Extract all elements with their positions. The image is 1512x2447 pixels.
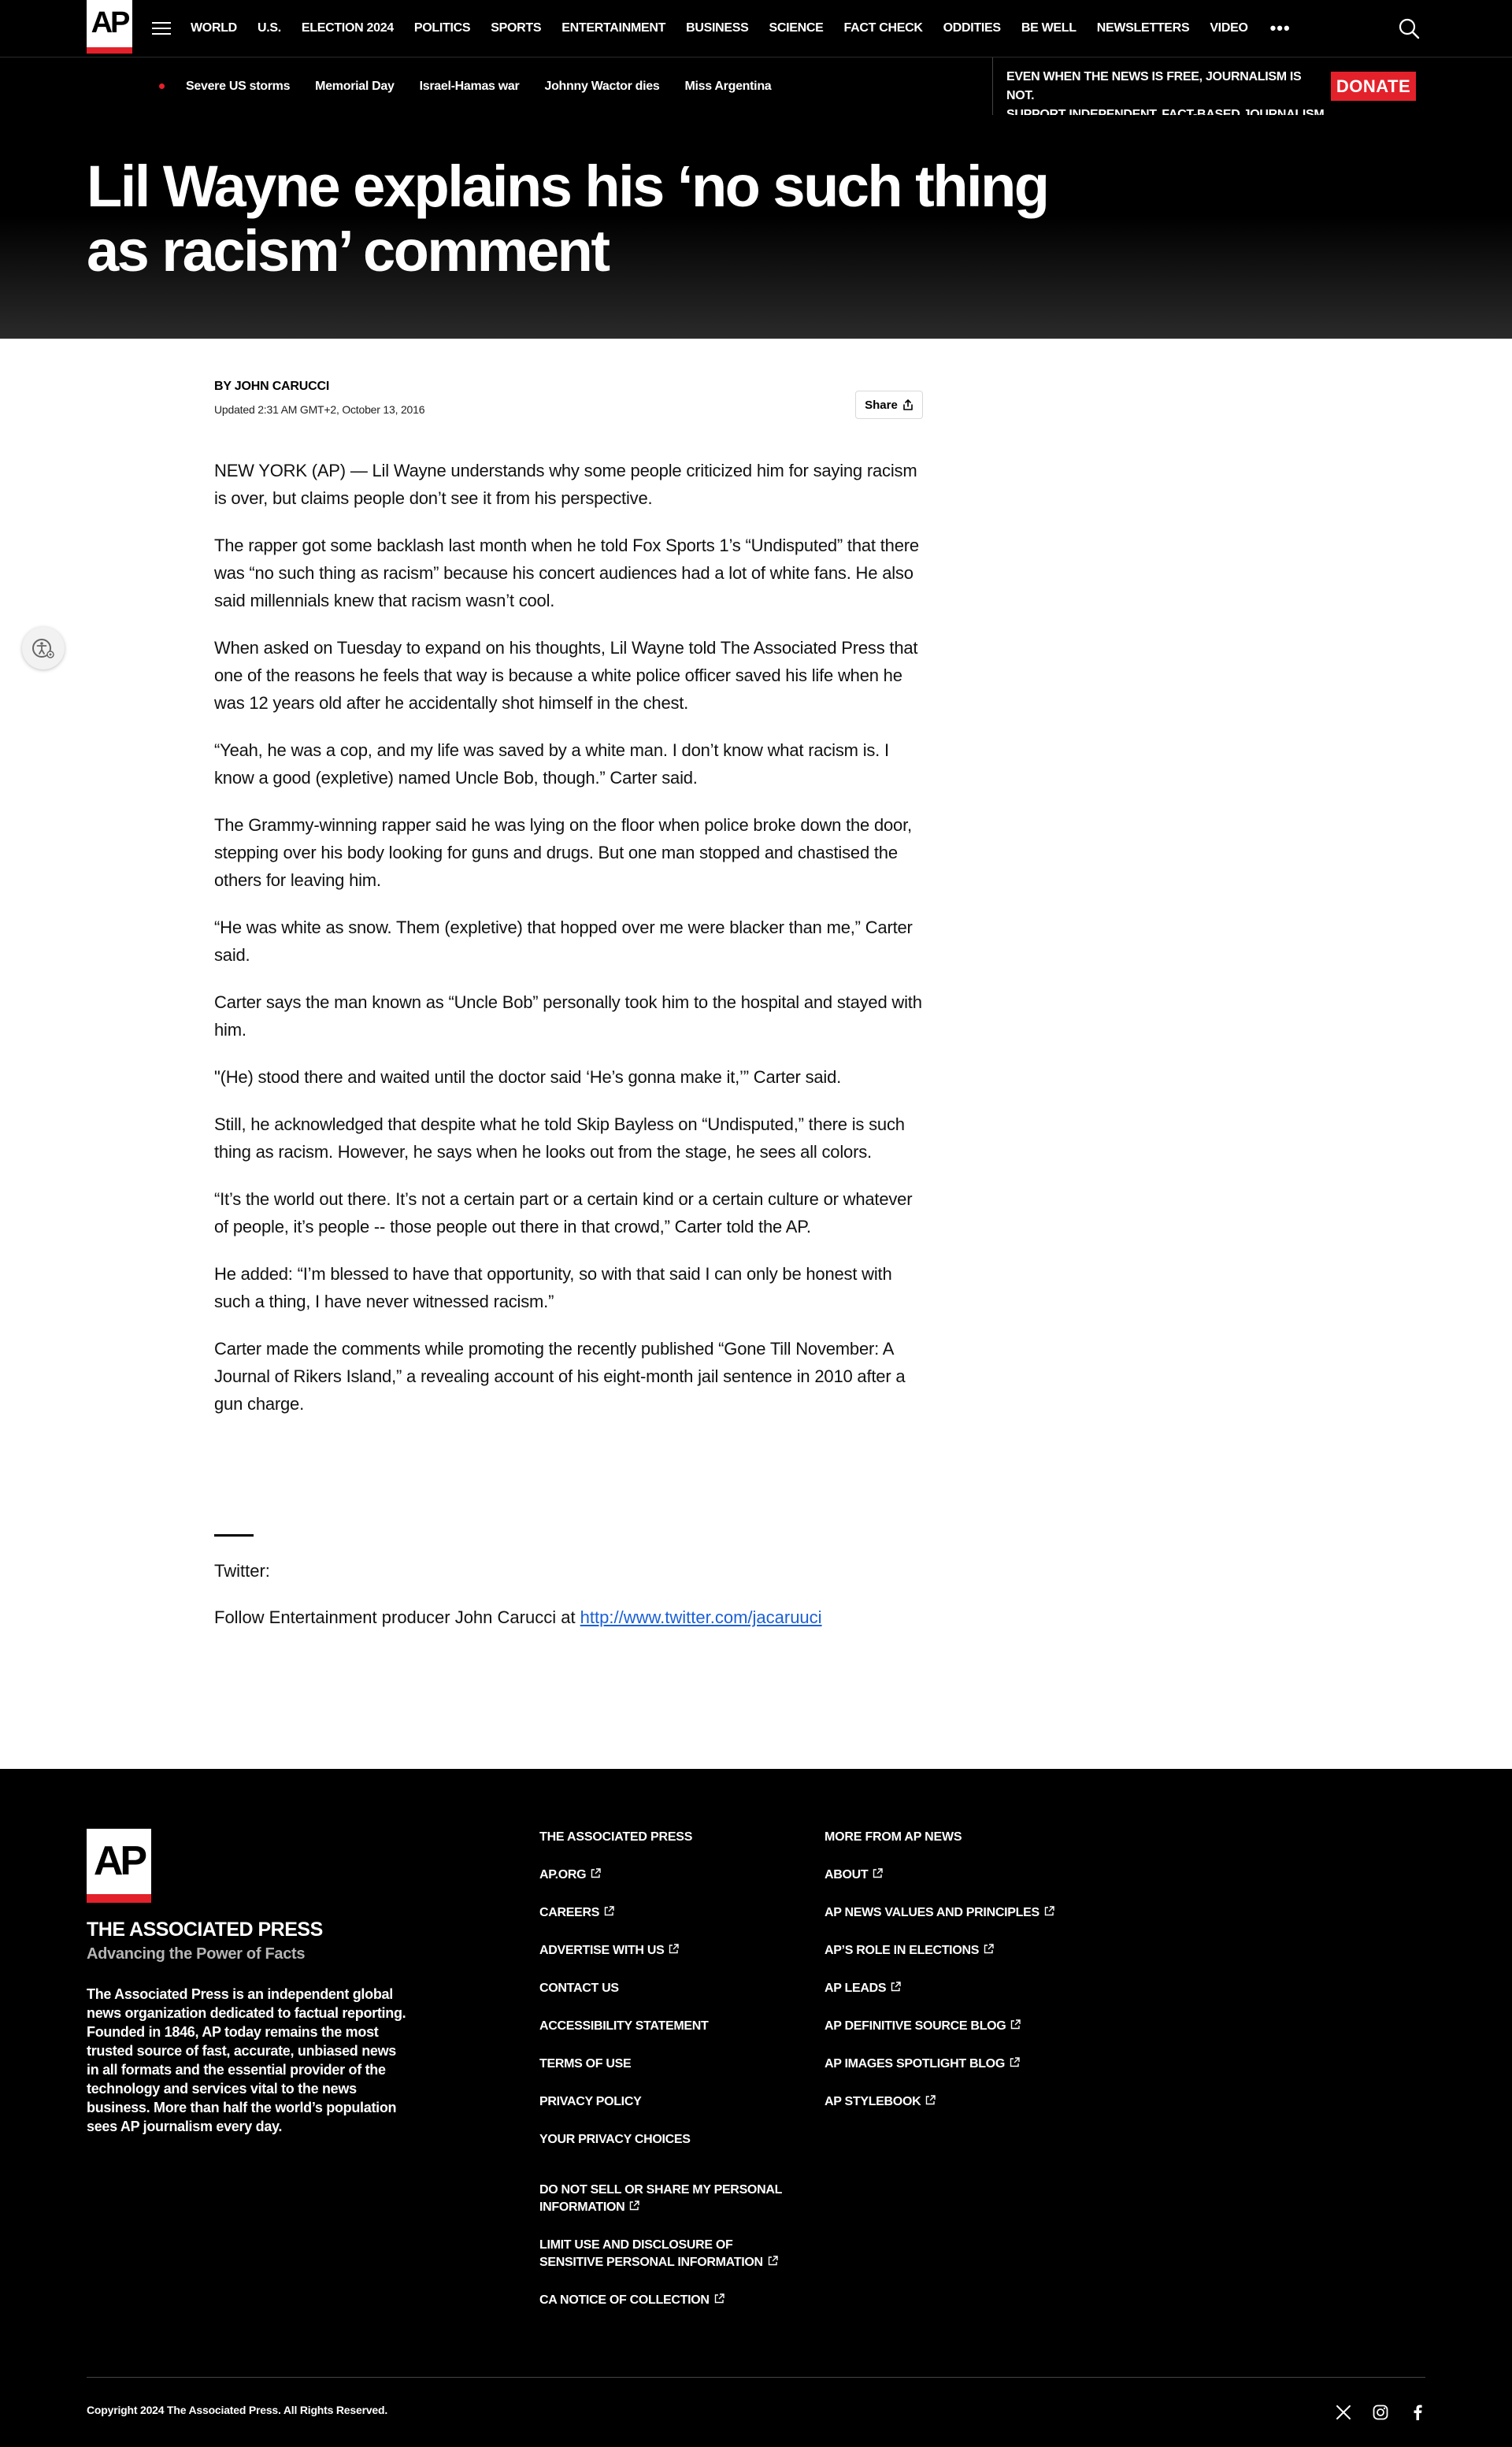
footer-link-advertise[interactable]: ADVERTISE WITH US (539, 1942, 799, 1959)
external-link-icon (1010, 2057, 1020, 2067)
article-paragraph: “Yeah, he was a cop, and my life was saved by a white man. I don’t know what racism is. I know a good (expletive) named Uncle Bob, though.” Carter said. (214, 740, 889, 788)
article-paragraph: Carter made the comments while promoting the recently published “Gone Till November: A Journal of Rikers Island,” a revealing account of his eight-month jail sentence in 2010 after a gun charge. (214, 1339, 906, 1414)
footer-link-ap-org[interactable]: AP.ORG (539, 1867, 799, 1884)
nav-link-fact-check[interactable]: FACT CHECK (843, 21, 923, 35)
page-title: Lil Wayne explains his ‘no such thing as racism’ comment (87, 154, 1048, 284)
share-label: Share (865, 398, 898, 412)
share-button[interactable] (855, 391, 923, 419)
nav-link-sports[interactable]: SPORTS (491, 21, 542, 35)
footer-link-limit-use[interactable]: LIMIT USE AND DISCLOSURE OF SENSITIVE PERSONAL INFORMATION (539, 2237, 799, 2271)
article-paragraph: He added: “I’m blessed to have that opportunity, so with that said I can only be honest with such a thing, I have never witnessed racism.” (214, 1264, 892, 1311)
site-footer (0, 1769, 1512, 2447)
byline-prefix: BY (214, 380, 232, 393)
footer-divider (87, 2377, 1425, 2378)
article-paragraph: “It’s the world out there. It’s not a certain part or a certain kind or a certain culture or whatever of people, it’s people -- those people out there in that crowd,” Carter told the AP. (214, 1189, 913, 1236)
nav-link-entertainment[interactable]: ENTERTAINMENT (561, 21, 666, 35)
twitter-profile-link[interactable]: http://www.twitter.com/jacaruuci (580, 1607, 822, 1627)
external-link-icon (984, 1944, 994, 1954)
nav-link-business[interactable]: BUSINESS (686, 21, 749, 35)
footer-link-careers[interactable]: CAREERS (539, 1904, 799, 1922)
footer-tagline: Advancing the Power of Facts (87, 1945, 306, 1963)
article-hero (0, 115, 1512, 339)
share-icon (902, 399, 914, 410)
footer-column-title: MORE FROM AP NEWS (825, 1830, 962, 1844)
trending-item[interactable]: Israel-Hamas war (419, 80, 520, 93)
footer-copyright: Copyright 2024 The Associated Press. All Rights Reserved. (87, 2404, 388, 2416)
footer-link-ca-notice[interactable]: CA NOTICE OF COLLECTION (539, 2292, 799, 2309)
nav-link-politics[interactable]: POLITICS (413, 21, 471, 35)
ap-logo[interactable] (87, 0, 132, 54)
nav-link-election-2024[interactable]: ELECTION 2024 (301, 21, 394, 35)
footer-link-stylebook[interactable]: AP STYLEBOOK (825, 2093, 1108, 2111)
trending-live-dot (159, 83, 165, 89)
facebook-icon[interactable] (1409, 2404, 1426, 2421)
footer-link-accessibility[interactable]: ACCESSIBILITY STATEMENT (539, 2019, 709, 2033)
footer-link-contact-us[interactable]: CONTACT US (539, 1982, 619, 1995)
external-link-icon (669, 1944, 679, 1954)
footer-link-terms[interactable]: TERMS OF USE (539, 2057, 632, 2071)
nav-link-newsletters[interactable]: NEWSLETTERS (1096, 21, 1190, 35)
footer-link-about[interactable]: ABOUT (825, 1867, 1108, 1884)
accessibility-icon (30, 635, 57, 662)
trending-bar (0, 57, 1512, 115)
trending-item[interactable]: Johnny Wactor dies (544, 80, 660, 93)
donate-divider (992, 57, 993, 116)
nav-link-oddities[interactable]: ODDITIES (943, 21, 1001, 35)
author-name[interactable]: JOHN CARUCCI (234, 380, 330, 393)
external-link-icon (629, 2200, 639, 2211)
footer-description: The Associated Press is an independent global news organization dedicated to factual reporting. Founded in 1846, AP today remains the most trusted source of fast, accurate, unbiased news in all formats and the essential provider of the technology and services vital to the news business. More than half the world’s population sees AP journalism every day. (87, 1986, 406, 2134)
instagram-icon[interactable] (1372, 2404, 1389, 2421)
footer-column-more (825, 1830, 1108, 2131)
article-paragraph: NEW YORK (AP) — Lil Wayne understands why some people criticized him for saying racism is over, but claims people don’t see it from his perspective. (214, 461, 917, 508)
updated-timestamp: Updated 2:31 AM GMT+2, October 13, 2016 (214, 403, 425, 416)
trending-item[interactable]: Miss Argentina (684, 80, 772, 93)
article-paragraph: "(He) stood there and waited until the doctor said ‘He’s gonna make it,’” Carter said. (214, 1067, 842, 1087)
footer-ap-logo[interactable] (87, 1829, 151, 1903)
twitter-label: Twitter: (214, 1561, 270, 1581)
ap-logo-text: AP (91, 6, 128, 39)
trending-item[interactable]: Severe US storms (186, 80, 291, 93)
follow-text: Follow Entertainment producer John Carucci at (214, 1607, 580, 1627)
footer-column-ap (539, 1830, 799, 2330)
external-link-icon (1044, 1906, 1054, 1916)
footer-link-ap-leads[interactable]: AP LEADS (825, 1980, 1108, 1997)
follow-line (214, 1604, 822, 1631)
x-icon[interactable] (1335, 2404, 1352, 2421)
external-link-icon (604, 1906, 614, 1916)
donate-message-line1: EVEN WHEN THE NEWS IS FREE, JOURNALISM IS NOT. (1006, 70, 1302, 102)
footer-column-title: THE ASSOCIATED PRESS (539, 1830, 693, 1844)
trending-item[interactable]: Memorial Day (315, 80, 395, 93)
menu-icon[interactable] (152, 22, 171, 36)
search-icon[interactable] (1398, 17, 1420, 39)
nav-link-us[interactable]: U.S. (257, 21, 281, 35)
article-body (214, 457, 931, 1437)
footer-ap-logo-red-bar (87, 1894, 151, 1903)
external-link-icon (1010, 2019, 1021, 2030)
footer-ap-logo-text: AP (93, 1838, 145, 1884)
footer-link-news-values[interactable]: AP NEWS VALUES AND PRINCIPLES (825, 1904, 1108, 1922)
external-link-icon (891, 1982, 901, 1992)
article-paragraph: The Grammy-winning rapper said he was lying on the floor when police broke down the door, stepping over his body looking for guns and drugs. But one man stopped and chastised the others for leaving him. (214, 815, 912, 890)
nav-link-science[interactable]: SCIENCE (769, 21, 824, 35)
byline (214, 380, 329, 394)
article-paragraph: When asked on Tuesday to expand on his thoughts, Lil Wayne told The Associated Press that one of the reasons he feels that way is because a white police officer saved his life when he was 12 years old after he accidentally shot himself in the chest. (214, 638, 918, 713)
footer-link-images-spotlight[interactable]: AP IMAGES SPOTLIGHT BLOG (825, 2056, 1108, 2073)
nav-link-world[interactable]: WORLD (191, 21, 237, 35)
article-paragraph: Carter says the man known as “Uncle Bob” personally took him to the hospital and stayed with him. (214, 992, 922, 1040)
article-paragraph: “He was white as snow. Them (expletive) that hopped over me were blacker than me,” Carter said. (214, 918, 913, 965)
top-navigation (0, 0, 1512, 57)
trending-list (186, 57, 796, 116)
external-link-icon (591, 1868, 601, 1878)
donate-button[interactable]: DONATE (1331, 72, 1416, 101)
main-nav-links (191, 0, 1291, 57)
article-end-rule (214, 1534, 254, 1537)
external-link-icon (714, 2293, 724, 2304)
footer-link-do-not-sell[interactable]: DO NOT SELL OR SHARE MY PERSONAL INFORMATION (539, 2183, 782, 2214)
article-paragraph: The rapper got some backlash last month when he told Fox Sports 1’s “Undisputed” that there was “no such thing as racism” because his concert audiences had a lot of white fans. He also said millennials knew that racism wasn’t cool. (214, 536, 919, 610)
article-paragraph: Still, he acknowledged that despite what he told Skip Bayless on “Undisputed,” there is such thing as racism. However, he says when he looks out from the stage, he sees all colors. (214, 1114, 905, 1162)
nav-link-be-well[interactable]: BE WELL (1021, 21, 1077, 35)
accessibility-button[interactable] (22, 627, 65, 669)
external-link-icon (925, 2095, 936, 2105)
external-link-icon (768, 2256, 778, 2266)
footer-link-privacy-choices[interactable]: YOUR PRIVACY CHOICES (539, 2133, 691, 2146)
more-menu-icon[interactable]: ••• (1269, 18, 1291, 38)
nav-link-video[interactable]: VIDEO (1210, 21, 1248, 35)
footer-link-definitive-source[interactable]: AP DEFINITIVE SOURCE BLOG (825, 2018, 1108, 2035)
footer-org-name: THE ASSOCIATED PRESS (87, 1919, 323, 1941)
ap-logo-red-bar (87, 47, 132, 54)
external-link-icon (873, 1868, 883, 1878)
footer-link-privacy-policy[interactable]: PRIVACY POLICY (539, 2095, 642, 2108)
footer-link-role-in-elections[interactable]: AP’S ROLE IN ELECTIONS (825, 1942, 1108, 1959)
